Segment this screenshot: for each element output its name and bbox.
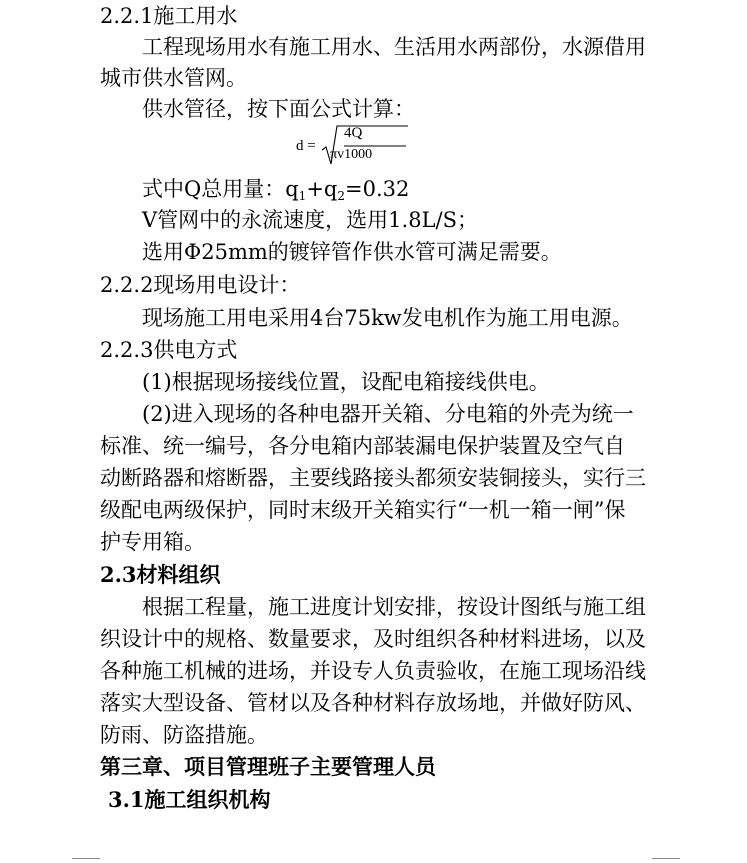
paragraph-line: 标准、统一编号，各分电箱内部装漏电保护装置及空气自 — [100, 434, 625, 458]
paragraph-line: 供水管径，按下面公式计算： — [142, 97, 415, 121]
paragraph-line: 防雨、防盗措施。 — [100, 723, 268, 747]
total-value: =0.32 — [345, 177, 410, 201]
q2-subscript: 2 — [337, 189, 346, 203]
q1-subscript: 1 — [298, 189, 307, 203]
heading-2-3: 2.3材料组织 — [100, 562, 221, 587]
q1-symbol: q — [285, 177, 299, 201]
paragraph-line: 根据工程量，施工进度计划安排，按设计图纸与施工组 — [142, 595, 646, 619]
heading-2-2-2: 2.2.2现场用电设计： — [100, 273, 301, 297]
paragraph-line: (1)根据现场接线位置，设配电箱接线供电。 — [142, 370, 550, 394]
paragraph-line: 级配电两级保护，同时末级开关箱实行“一机一箱一闸”保 — [100, 498, 626, 522]
formula-denominator: πv1000 — [330, 147, 373, 162]
page-corner-mark-right — [652, 858, 680, 861]
paragraph-line: 各种施工机械的进场，并设专人负责验收，在施工现场沿线 — [100, 659, 646, 683]
total-usage-label: 式中Q总用量： — [142, 177, 286, 201]
total-usage-line — [142, 175, 409, 210]
formula-lhs: d = — [296, 138, 316, 154]
chapter-3-heading: 第三章、项目管理班子主要管理人员 — [100, 754, 436, 779]
heading-3-1: 3.1施工组织机构 — [108, 787, 271, 812]
formula-numerator: 4Q — [344, 125, 363, 141]
paragraph-line: 织设计中的规格、数量要求，及时组织各种材料进场，以及 — [100, 627, 646, 651]
paragraph-line: 选用Φ25mm的镀锌管作供水管可满足需要。 — [142, 240, 562, 264]
page-corner-mark-left — [72, 858, 100, 861]
paragraph-line: V管网中的永流速度，选用1.8L/S； — [142, 208, 478, 232]
paragraph-line: 动断路器和熔断器，主要线路接头都须安装铜接头，实行三 — [100, 466, 646, 490]
paragraph-line: 护专用箱。 — [100, 530, 205, 554]
paragraph-line: (2)进入现场的各种电器开关箱、分电箱的外壳为统一 — [142, 402, 634, 426]
paragraph-line: 现场施工用电采用4台75kw发电机作为施工用电源。 — [142, 306, 633, 330]
paragraph-line: 城市供水管网。 — [100, 66, 247, 90]
paragraph-line: 工程现场用水有施工用水、生活用水两部份，水源借用 — [142, 35, 646, 59]
heading-2-2-1: 2.2.1施工用水 — [100, 4, 238, 28]
heading-2-2-3: 2.2.3供电方式 — [100, 338, 238, 362]
plus-sign: + — [306, 177, 324, 201]
q2-symbol: q — [323, 177, 338, 201]
paragraph-line: 落实大型设备、管材以及各种材料存放场地，并做好防风、 — [100, 691, 646, 715]
